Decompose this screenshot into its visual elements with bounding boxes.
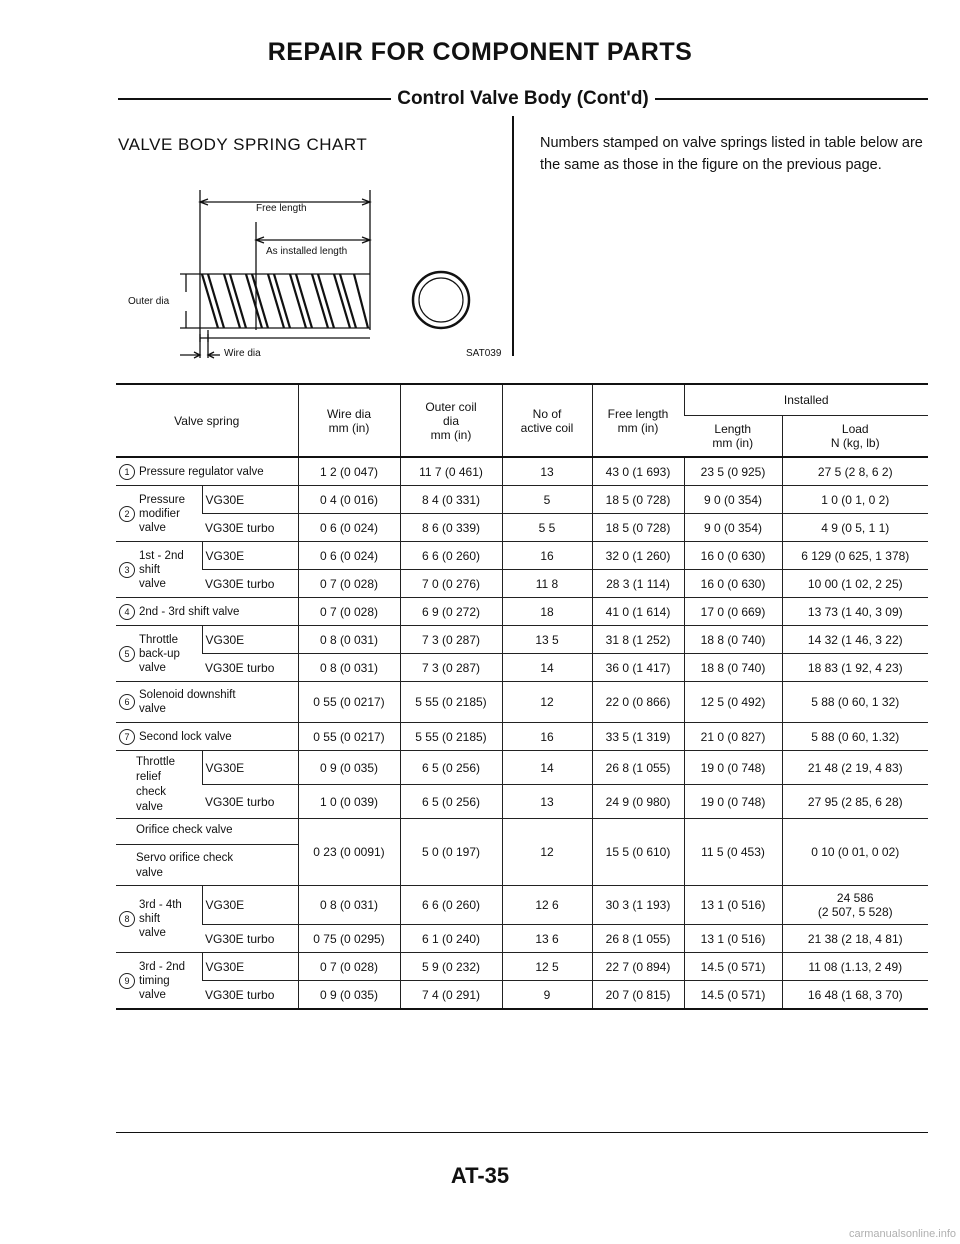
valve-name-line: timing — [139, 974, 170, 987]
outer-dia-cell: 6 5 (0 256) — [400, 785, 502, 819]
variant-cell: VG30E turbo — [202, 654, 298, 682]
installed-length-cell: 23 5 (0 925) — [684, 457, 782, 486]
valve-name-cell — [116, 457, 298, 486]
item-number: 3 — [119, 562, 135, 578]
load-cell: 13 73 (1 40, 3 09) — [782, 598, 928, 626]
header-wire-dia-label: Wire dia — [326, 406, 371, 421]
header-active-coil-label: No of — [532, 406, 562, 421]
active-coil-cell: 18 — [502, 598, 592, 626]
outer-dia-cell: 6 6 (0 260) — [400, 542, 502, 570]
valve-name-cell — [116, 542, 202, 598]
divider-right — [655, 98, 928, 100]
variant-cell: VG30E — [202, 626, 298, 654]
table-row — [116, 626, 928, 654]
valve-name-cell — [116, 486, 202, 542]
installed-length-cell: 9 0 (0 354) — [684, 486, 782, 514]
table-row — [116, 514, 928, 542]
load-cell: 21 38 (2 18, 4 81) — [782, 925, 928, 953]
load-cell: 4 9 (0 5, 1 1) — [782, 514, 928, 542]
active-coil-cell: 13 — [502, 785, 592, 819]
free-length-cell: 15 5 (0 610) — [592, 819, 684, 886]
load-cell: 0 10 (0 01, 0 02) — [782, 819, 928, 886]
variant-cell: VG30E — [202, 953, 298, 981]
wire-dia-cell: 0 55 (0 0217) — [298, 682, 400, 723]
outer-dia-cell: 5 55 (0 2185) — [400, 682, 502, 723]
outer-dia-cell: 11 7 (0 461) — [400, 457, 502, 486]
free-length-cell: 26 8 (1 055) — [592, 925, 684, 953]
valve-name-stack — [119, 898, 199, 940]
variant-cell: VG30E turbo — [202, 785, 298, 819]
header-load-label: Load — [841, 422, 869, 436]
header-free-length-unit: mm (in) — [617, 420, 659, 435]
table-row — [116, 953, 928, 981]
section-subheader: Control Valve Body (Cont'd) — [397, 88, 649, 109]
load-cell: 5 88 (0 60, 1.32) — [782, 723, 928, 751]
installed-length-cell: 12 5 (0 492) — [684, 682, 782, 723]
wire-dia-cell: 0 6 (0 024) — [298, 514, 400, 542]
active-coil-cell: 11 8 — [502, 570, 592, 598]
table-row — [116, 598, 928, 626]
outer-dia-cell: 5 9 (0 232) — [400, 953, 502, 981]
installed-length-cell: 19 0 (0 748) — [684, 751, 782, 785]
item-number: 4 — [119, 604, 135, 620]
free-length-cell: 18 5 (0 728) — [592, 514, 684, 542]
variant-cell: VG30E — [202, 486, 298, 514]
variant-cell: VG30E turbo — [202, 570, 298, 598]
active-coil-cell: 16 — [502, 542, 592, 570]
load-value-sub: (2 507, 5 528) — [817, 905, 893, 919]
free-length-cell: 36 0 (1 417) — [592, 654, 684, 682]
item-number: 2 — [119, 506, 135, 522]
free-length-cell: 26 8 (1 055) — [592, 751, 684, 785]
load-cell: 10 00 (1 02, 2 25) — [782, 570, 928, 598]
active-coil-cell: 14 — [502, 654, 592, 682]
load-cell: 27 95 (2 85, 6 28) — [782, 785, 928, 819]
valve-name-cell — [116, 953, 202, 1010]
free-length-cell: 33 5 (1 319) — [592, 723, 684, 751]
active-coil-cell: 13 6 — [502, 925, 592, 953]
valve-name-cell — [116, 751, 202, 819]
valve-name-cell — [116, 598, 298, 626]
load-cell: 11 08 (1.13, 2 49) — [782, 953, 928, 981]
divider-left — [118, 98, 391, 100]
valve-name-lines — [139, 633, 180, 675]
wire-dia-cell: 0 8 (0 031) — [298, 654, 400, 682]
valve-name-line: shift — [139, 563, 161, 576]
valve-name: Second lock valve — [139, 730, 232, 743]
valve-name-lines — [136, 755, 199, 815]
variant-cell: VG30E — [202, 751, 298, 785]
active-coil-cell: 13 5 — [502, 626, 592, 654]
installed-length-cell: 14.5 (0 571) — [684, 981, 782, 1010]
installed-length-cell: 16 0 (0 630) — [684, 570, 782, 598]
valve-name-line: Throttle — [136, 755, 175, 768]
valve-name-line: Solenoid downshift — [139, 689, 236, 701]
outer-dia-cell: 6 6 (0 260) — [400, 886, 502, 925]
intro-paragraph: Numbers stamped on valve springs listed in table below are the same as those in the figure on the previous page. — [540, 135, 923, 173]
valve-name-line: valve — [139, 577, 166, 590]
table-row — [116, 981, 928, 1010]
table-row — [116, 819, 928, 886]
free-length-cell: 32 0 (1 260) — [592, 542, 684, 570]
free-length-cell: 24 9 (0 980) — [592, 785, 684, 819]
outer-dia-cell: 7 0 (0 276) — [400, 570, 502, 598]
item-number: 8 — [119, 911, 135, 927]
page-number: AT-35 — [450, 1163, 510, 1188]
wire-dia-cell: 0 9 (0 035) — [298, 751, 400, 785]
valve-name-line: modifier — [139, 507, 180, 520]
valve-name-line: back-up — [139, 647, 180, 660]
variant-cell: VG30E turbo — [202, 981, 298, 1010]
wire-dia-cell: 0 75 (0 0295) — [298, 925, 400, 953]
outer-dia-label: Outer dia — [128, 296, 170, 307]
valve-name-cell — [116, 626, 202, 682]
load-cell: 5 88 (0 60, 1 32) — [782, 682, 928, 723]
header-outer-coil — [400, 384, 502, 457]
active-coil-cell: 12 5 — [502, 953, 592, 981]
free-length-cell: 41 0 (1 614) — [592, 598, 684, 626]
watermark: carmanualsonline.info — [848, 1228, 956, 1240]
valve-name-line: Pressure — [139, 493, 186, 506]
header-free-length — [592, 384, 684, 457]
variant-cell: VG30E — [202, 886, 298, 925]
header-wire-dia — [298, 384, 400, 457]
valve-name-line: Servo orifice check — [136, 852, 234, 864]
free-length-cell: 22 7 (0 894) — [592, 953, 684, 981]
valve-name: Pressure regulator valve — [139, 465, 264, 478]
active-coil-cell: 12 6 — [502, 886, 592, 925]
header-length-unit: mm (in) — [712, 436, 754, 450]
valve-name-lines — [139, 493, 185, 535]
spring-drawing — [176, 180, 516, 365]
valve-name-stack — [119, 493, 199, 535]
active-coil-cell: 12 — [502, 682, 592, 723]
valve-name-line: Orifice check valve — [116, 823, 298, 845]
installed-length-cell: 14.5 (0 571) — [684, 953, 782, 981]
header-active-coil-label-2: active coil — [520, 420, 574, 435]
outer-dia-cell: 7 4 (0 291) — [400, 981, 502, 1010]
active-coil-cell: 5 5 — [502, 514, 592, 542]
wire-dia-cell: 0 6 (0 024) — [298, 542, 400, 570]
valve-name-stack — [119, 549, 199, 591]
valve-name-line: check — [136, 785, 167, 798]
installed-length-cell: 17 0 (0 669) — [684, 598, 782, 626]
valve-name-line: 3rd - 2nd — [139, 960, 186, 973]
wire-dia-cell: 0 9 (0 035) — [298, 981, 400, 1010]
active-coil-cell: 16 — [502, 723, 592, 751]
valve-name-line: valve — [136, 867, 163, 879]
table-row — [116, 723, 928, 751]
installed-length-cell: 13 1 (0 516) — [684, 886, 782, 925]
outer-dia-cell: 6 9 (0 272) — [400, 598, 502, 626]
free-length-cell: 18 5 (0 728) — [592, 486, 684, 514]
outer-dia-cell: 7 3 (0 287) — [400, 626, 502, 654]
wire-dia-cell: 0 7 (0 028) — [298, 570, 400, 598]
table-row — [116, 751, 928, 785]
chart-title: VALVE BODY SPRING CHART — [118, 135, 368, 154]
valve-name-stack — [119, 688, 295, 716]
load-cell: 16 48 (1 68, 3 70) — [782, 981, 928, 1010]
header-free-length-label: Free length — [607, 406, 669, 421]
wire-dia-cell: 0 7 (0 028) — [298, 953, 400, 981]
item-number: 6 — [119, 694, 135, 710]
section-subheader-row — [118, 84, 928, 114]
free-length-cell: 31 8 (1 252) — [592, 626, 684, 654]
figure-code: SAT039 — [466, 348, 502, 359]
item-number: 7 — [119, 729, 135, 745]
wire-dia-cell: 0 55 (0 0217) — [298, 723, 400, 751]
free-length-cell: 30 3 (1 193) — [592, 886, 684, 925]
table-header-row — [116, 384, 928, 416]
header-outer-coil-label-2: dia — [442, 413, 459, 428]
load-cell: 1 0 (0 1, 0 2) — [782, 486, 928, 514]
valve-name: 2nd - 3rd shift valve — [139, 605, 240, 618]
installed-length-cell: 16 0 (0 630) — [684, 542, 782, 570]
outer-dia-cell: 7 3 (0 287) — [400, 654, 502, 682]
page-header: REPAIR FOR COMPONENT PARTS — [267, 38, 693, 66]
table-row — [116, 542, 928, 570]
valve-name-line: valve — [136, 800, 163, 813]
header-load — [782, 416, 928, 458]
load-cell: 14 32 (1 46, 3 22) — [782, 626, 928, 654]
valve-name-cell — [116, 819, 298, 886]
active-coil-cell: 13 — [502, 457, 592, 486]
header-outer-coil-unit: mm (in) — [430, 427, 472, 442]
active-coil-cell: 9 — [502, 981, 592, 1010]
item-number: 1 — [119, 464, 135, 480]
header-outer-coil-label: Outer coil — [425, 399, 477, 414]
valve-name-cell — [116, 886, 202, 953]
table-row — [116, 654, 928, 682]
load-cell: 27 5 (2 8, 6 2) — [782, 457, 928, 486]
valve-name-line: 3rd - 4th — [139, 899, 182, 911]
load-value: 24 586 — [836, 891, 874, 905]
valve-name-line: shift — [139, 913, 161, 925]
table-row — [116, 925, 928, 953]
wire-dia-cell: 0 8 (0 031) — [298, 626, 400, 654]
wire-dia-cell: 0 4 (0 016) — [298, 486, 400, 514]
wire-dia-cell: 1 2 (0 047) — [298, 457, 400, 486]
spring-diagram — [128, 180, 516, 365]
header-active-coil — [502, 384, 592, 457]
valve-name-line: Throttle — [139, 633, 178, 646]
wire-dia-cell: 0 8 (0 031) — [298, 886, 400, 925]
valve-name-line: 1st - 2nd — [139, 549, 184, 562]
variant-cell: VG30E turbo — [202, 925, 298, 953]
valve-name-lines — [139, 549, 184, 591]
load-cell: 21 48 (2 19, 4 83) — [782, 751, 928, 785]
header-load-unit: N (kg, lb) — [830, 436, 880, 450]
installed-length-cell: 18 8 (0 740) — [684, 626, 782, 654]
installed-length-cell: 13 1 (0 516) — [684, 925, 782, 953]
header-wire-dia-unit: mm (in) — [328, 420, 370, 435]
installed-length-cell: 9 0 (0 354) — [684, 514, 782, 542]
outer-dia-cell: 6 1 (0 240) — [400, 925, 502, 953]
load-cell — [782, 886, 928, 925]
active-coil-cell: 5 — [502, 486, 592, 514]
valve-name-cell — [116, 682, 298, 723]
free-length-cell: 28 3 (1 114) — [592, 570, 684, 598]
spring-spec-table — [116, 383, 928, 1010]
variant-cell: VG30E — [202, 542, 298, 570]
bottom-divider — [116, 1132, 928, 1133]
valve-name-cell — [116, 723, 298, 751]
load-cell: 6 129 (0 625, 1 378) — [782, 542, 928, 570]
wire-dia-cell: 0 23 (0 0091) — [298, 819, 400, 886]
valve-name-stack — [119, 960, 199, 1002]
header-length — [684, 416, 782, 458]
item-number: 9 — [119, 973, 135, 989]
table-row — [116, 785, 928, 819]
valve-name-lines — [139, 898, 182, 940]
active-coil-cell: 12 — [502, 819, 592, 886]
valve-name-line: valve — [139, 521, 166, 534]
valve-name-line: valve — [139, 703, 166, 715]
variant-cell: VG30E turbo — [202, 514, 298, 542]
table-row — [116, 570, 928, 598]
table-row — [116, 682, 928, 723]
wire-dia-label: Wire dia — [224, 348, 261, 359]
free-length-cell: 22 0 (0 866) — [592, 682, 684, 723]
valve-name-line: valve — [139, 927, 166, 939]
valve-name-line: valve — [139, 988, 166, 1001]
outer-dia-cell: 5 0 (0 197) — [400, 819, 502, 886]
valve-name-lines — [139, 688, 236, 716]
valve-name-stack — [119, 633, 199, 675]
wire-dia-cell: 0 7 (0 028) — [298, 598, 400, 626]
valve-name-lines — [136, 823, 295, 881]
table-row — [116, 486, 928, 514]
free-length-cell: 20 7 (0 815) — [592, 981, 684, 1010]
header-length-label: Length — [714, 422, 752, 436]
load-cell: 18 83 (1 92, 4 23) — [782, 654, 928, 682]
installed-length-cell: 21 0 (0 827) — [684, 723, 782, 751]
wire-dia-cell: 1 0 (0 039) — [298, 785, 400, 819]
free-length-cell: 43 0 (1 693) — [592, 457, 684, 486]
installed-length-cell: 11 5 (0 453) — [684, 819, 782, 886]
free-length-label: Free length — [256, 203, 307, 214]
active-coil-cell: 14 — [502, 751, 592, 785]
table-row — [116, 886, 928, 925]
item-number: 5 — [119, 646, 135, 662]
header-installed: Installed — [684, 384, 928, 416]
installed-length-label: As installed length — [266, 246, 348, 257]
installed-length-cell: 19 0 (0 748) — [684, 785, 782, 819]
outer-dia-cell: 6 5 (0 256) — [400, 751, 502, 785]
outer-dia-cell: 8 6 (0 339) — [400, 514, 502, 542]
header-valve-spring: Valve spring — [174, 413, 240, 428]
outer-dia-cell: 8 4 (0 331) — [400, 486, 502, 514]
valve-name-line: valve — [139, 661, 166, 674]
installed-length-cell: 18 8 (0 740) — [684, 654, 782, 682]
outer-dia-cell: 5 55 (0 2185) — [400, 723, 502, 751]
valve-name-line: relief — [136, 770, 161, 783]
table-row — [116, 457, 928, 486]
valve-name-lines — [139, 960, 185, 1002]
